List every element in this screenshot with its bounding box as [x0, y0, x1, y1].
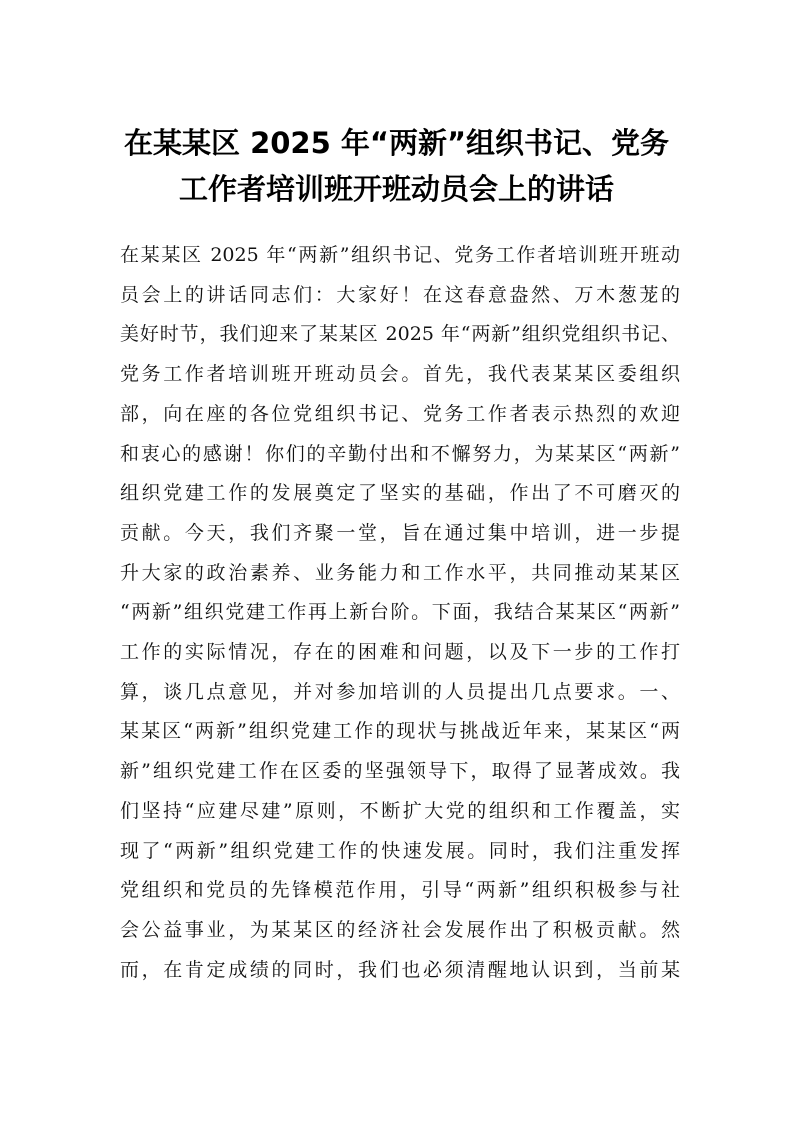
body-line: 和衷心的感谢！你们的辛勤付出和不懈努力，为某某区“两新” — [120, 442, 680, 465]
body-line: “两新”组织党建工作再上新台阶。下面，我结合某某区“两新” — [120, 601, 680, 624]
body-line: 算，谈几点意见，并对参加培训的人员提出几点要求。一、 — [120, 680, 680, 703]
document-title — [100, 120, 693, 212]
body-line: 工作的实际情况，存在的困难和问题，以及下一步的工作打 — [120, 641, 680, 664]
title-line: 工作者培训班开班动员会上的讲话 — [178, 172, 614, 206]
body-line: 美好时节，我们迎来了某某区 2025 年“两新”组织党组织书记、 — [120, 323, 680, 346]
body-line: 新”组织党建工作在区委的坚强领导下，取得了显著成效。我 — [120, 760, 680, 783]
body-line: 某某区“两新”组织党建工作的现状与挑战近年来，某某区“两 — [120, 720, 680, 743]
body-line: 现了“两新”组织党建工作的快速发展。同时，我们注重发挥 — [120, 839, 680, 862]
title-line: 在某某区 2025 年“两新”组织书记、党务 — [123, 126, 670, 160]
body-line: 会公益事业，为某某区的经济社会发展作出了积极贡献。然 — [120, 918, 680, 941]
document-body — [120, 236, 680, 990]
body-line: 部，向在座的各位党组织书记、党务工作者表示热烈的欢迎 — [120, 402, 680, 425]
body-line: 组织党建工作的发展奠定了坚实的基础，作出了不可磨灭的 — [120, 482, 680, 505]
body-line: 党务工作者培训班开班动员会。首先，我代表某某区委组织 — [120, 363, 680, 386]
body-line: 党组织和党员的先锋模范作用，引导“两新”组织积极参与社 — [120, 879, 680, 902]
body-line: 而，在肯定成绩的同时，我们也必须清醒地认识到，当前某 — [120, 958, 680, 981]
body-line: 贡献。今天，我们齐聚一堂，旨在通过集中培训，进一步提 — [120, 521, 680, 544]
body-line: 们坚持“应建尽建”原则，不断扩大党的组织和工作覆盖，实 — [120, 799, 680, 822]
body-line: 在某某区 2025 年“两新”组织书记、党务工作者培训班开班动 — [120, 244, 680, 266]
body-line: 员会上的讲话同志们：大家好！在这春意盎然、万木葱茏的 — [120, 283, 680, 306]
body-line: 升大家的政治素养、业务能力和工作水平，共同推动某某区 — [120, 561, 680, 584]
